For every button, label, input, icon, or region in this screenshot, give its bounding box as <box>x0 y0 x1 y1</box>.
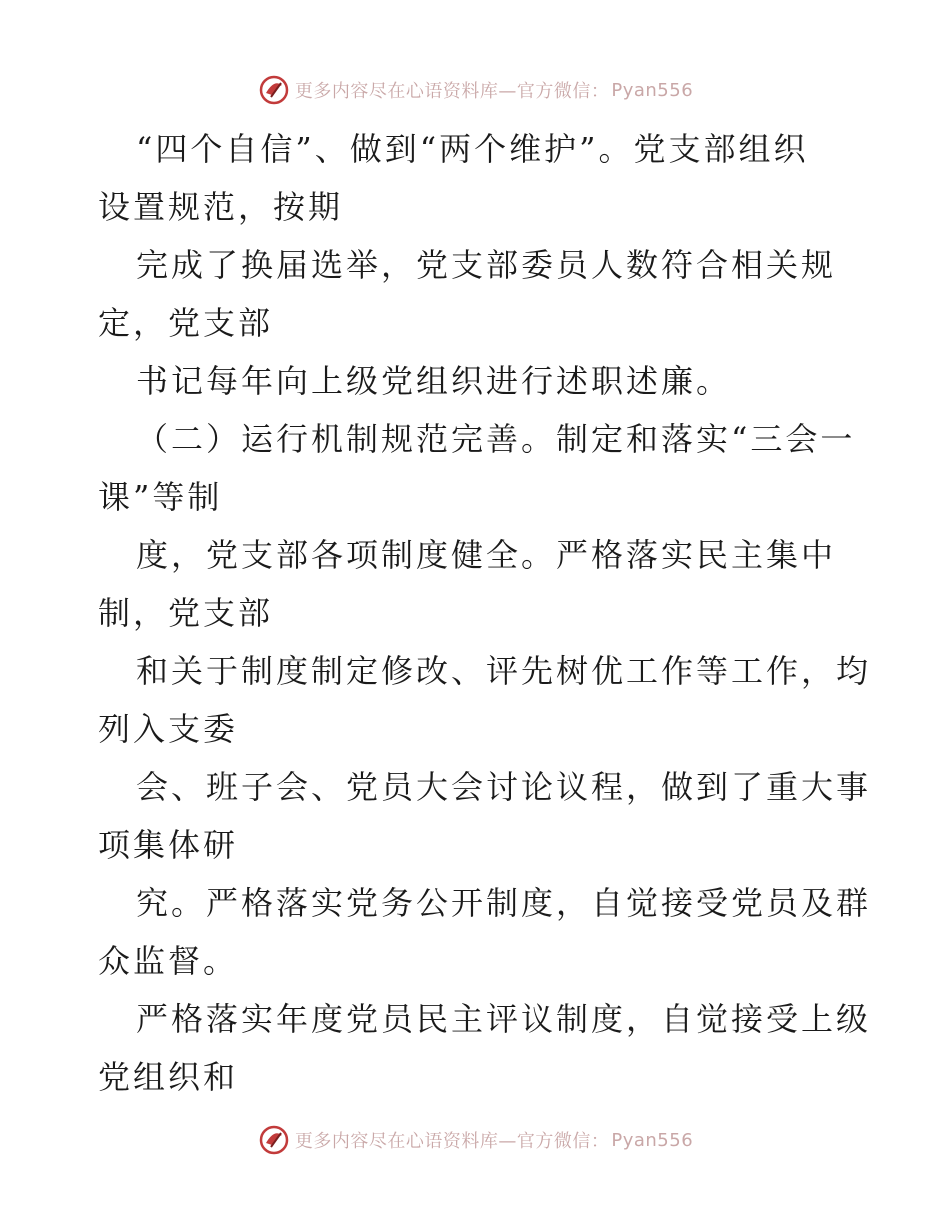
text-line: 众监督。 <box>98 942 239 980</box>
text-line: 设置规范，按期 <box>98 188 344 226</box>
watermark-wechat-label: 官方微信： <box>516 1131 610 1152</box>
watermark-wechat-label: 官方微信： <box>516 81 610 102</box>
text-line: （二）运行机制规范完善。制定和落实“三会一 <box>136 420 856 458</box>
text-line: 会、班子会、党员大会讨论议程，做到了重大事 <box>136 768 872 806</box>
text-line: 究。严格落实党务公开制度，自觉接受党员及群 <box>136 884 872 922</box>
text-line: 课”等制 <box>98 478 223 516</box>
watermark-account: Pyan556 <box>611 1129 694 1151</box>
text-line: 完成了换届选举，党支部委员人数符合相关规 <box>136 246 837 284</box>
text-line: 度，党支部各项制度健全。严格落实民主集中 <box>136 536 837 574</box>
watermark-footer <box>0 1120 950 1160</box>
text-line: 定，党支部 <box>98 304 274 342</box>
text-line: 严格落实年度党员民主评议制度，自觉接受上级 <box>136 1000 872 1038</box>
text-line: 制，党支部 <box>98 594 274 632</box>
watermark-brand: 更多内容尽在心语资料库— <box>294 81 517 102</box>
text-line: “四个自信”、做到“两个维护”。党支部组织 <box>136 130 809 168</box>
red-swirl-pen-logo-icon <box>257 1123 291 1157</box>
watermark-header <box>0 70 950 110</box>
text-line: 项集体研 <box>98 826 239 864</box>
red-swirl-pen-logo-icon <box>257 73 291 107</box>
text-line: 列入支委 <box>98 710 239 748</box>
document-body <box>98 120 872 1106</box>
watermark-brand: 更多内容尽在心语资料库— <box>294 1131 517 1152</box>
text-line: 和关于制度制定修改、评先树优工作等工作，均 <box>136 652 872 690</box>
text-line: 党组织和 <box>98 1058 239 1096</box>
text-line: 书记每年向上级党组织进行述职述廉。 <box>136 362 732 400</box>
watermark-account: Pyan556 <box>611 79 694 101</box>
